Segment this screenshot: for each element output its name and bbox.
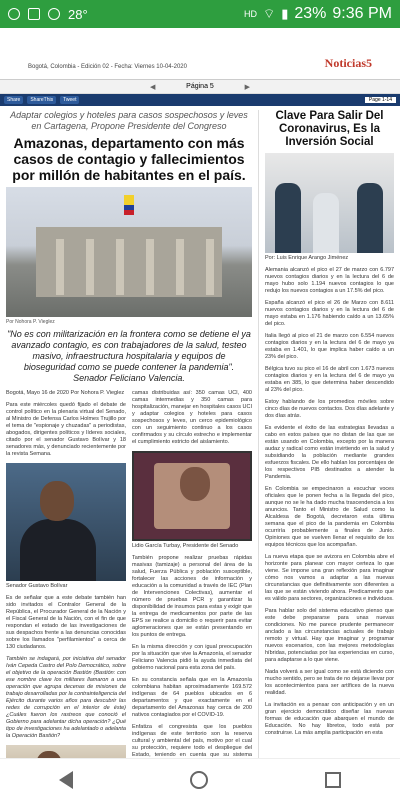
paragraph: Nada volverá a ser igual como se está diciendo con mucho sentido, pero se trata de no dejarse llevar por los acontecimientos para ser artífices de la nueva realidad.: [265, 669, 394, 696]
clock: 9:36 PM: [332, 5, 392, 22]
recent-apps-icon[interactable]: [325, 772, 341, 788]
photo-caption: Por: Luis Enrique Arango Jiménez: [265, 255, 349, 261]
senator-portrait: [6, 463, 126, 581]
signal-icon: ▮: [281, 6, 289, 21]
paragraph: En la misma dirección y con igual preocupación por la situación que vive la Amazonía, el senador Feliciano Valencia pidió la ayuda inmediata del gobierno nacional para esta zona del país.: [132, 644, 252, 671]
paragraph: Estoy hablando de los promedios móviles sobre cinco días de nuevos contactos. Dos días adelante y dos días atrás.: [265, 399, 394, 419]
paragraph: Bogotá, Mayo 16 de 2020 Por Nohora P. Vieglez: [6, 390, 125, 396]
weather-icon: [48, 8, 60, 20]
tweet-button[interactable]: Tweet: [60, 96, 79, 104]
share-button[interactable]: Share: [4, 96, 23, 104]
paragraph: La nueva etapa que se avizora en Colombia abre el horizonte para planear con mayor certeza lo que viene. Se impone una gran reflexión para imaginar cómo nos vamos a adaptar a las nuevas circunstancias que definitivamente son diferentes a las que se están viviendo ahora. Predicamento que es válido para sectores, organizaciones e individuos.: [265, 554, 394, 602]
pull-quote: "No es con militarización en la frontera como se detiene el ya avanzado contagio, es con trabajadores de la salud, testeo masivo, infraestructura hospitalaria y equipos de bioseguridad como se puede contener la pandemia". Senador Feliciano Valencia.: [7, 329, 251, 383]
sharethis-button[interactable]: ShareThis: [27, 96, 56, 104]
paragraph: Es de señalar que a este debate también han sido invitados el Contralor General de la República, el Procurador General de la Nación y el Fiscal General de la Nación, con el fin de que respondan el estado de las investigaciones de sus despachos frente a las denuncias conocidas sobre los llamados "perfilamientos" a cerca de 130 ciudadanos.: [6, 595, 126, 650]
dateline: Bogotá, Colombia - Edición 02 - Fecha: Viernes 10-04-2020: [28, 64, 187, 70]
right-headline: Clave Para Salir Del Coronavirus, Es la Inversión Social: [275, 110, 384, 148]
masthead: [0, 28, 400, 80]
congress-photo: [6, 187, 252, 317]
paragraph: También se indagará, por iniciativa del senador Iván Cepeda Castro del Polo Democrático, sobre el objetivo de la operación Bastión (Bastión: con ese nombre clave los militares llamaron a una operación que agrupa decenas de misiones de trabajo desarrolladas por la contrainteligencia del Ejército durante varios años para descubrir las redes de corrupción en el interior de éste) ¿Cuáles fueron los rastreos que conoció el Gobierno para adelantar dicha operación? ¿Qué tipo de investigaciones ha adelantado o adelanta la Operación Bastión?: [6, 656, 126, 739]
video-frame: [132, 451, 252, 541]
facebook-icon: [28, 8, 40, 20]
page-bar: [0, 80, 400, 94]
home-icon[interactable]: [190, 771, 208, 789]
prev-page-icon[interactable]: ◀: [150, 83, 156, 91]
whatsapp-icon: [8, 8, 20, 20]
paragraph: La invitación es a pensar con anticipación y en un gran ejercicio democrático diseñar las nuevas formas de educación que abarquen el mundo de Educación. No hay libretos, todo está por construirse. La más amplia participación en esta: [265, 702, 394, 736]
video-caption: Lidio García Turbay, Presidente del Senado: [132, 543, 239, 549]
paragraph: Italia llegó al pico el 21 de marzo con 6.554 nuevos contagios diarios y en la lectura del 6 de mayo ya estaba en 1.401, lo que implica haber caído a un 23% del pico.: [265, 333, 394, 360]
share-bar: [0, 94, 400, 106]
medical-workers-photo: [265, 153, 394, 253]
paragraph: España alcanzó el pico el 26 de Marzo con 8.611 nuevos contagios diarios y en la lectura del 6 de mayo estaba en 1.176 habiendo caído a un 13.65% del pico.: [265, 300, 394, 327]
temperature: 28°: [68, 6, 88, 22]
battery-percent: 23%: [294, 5, 327, 22]
next-page-icon[interactable]: ▶: [244, 83, 250, 91]
status-bar: [0, 0, 400, 28]
portrait-caption: Senador Gustavo Bolívar: [6, 583, 68, 589]
newspaper-page[interactable]: [0, 28, 400, 758]
paragraph: Bélgica tuvo su pico el 16 de abril con 1.673 nuevos contagios diarios y en la lectura del 6 de mayo ya estaba en 385, lo que determina haber descendido al 23% del pico.: [265, 366, 394, 393]
article-headline: Amazonas, departamento con más casos de contagio y fallecimientos por millón de habitantes en el país.: [12, 135, 246, 183]
paragraph: En Colombia se empecinaron a escuchar voces oficiales que le ponen fecha a la llegada del pico, aunque no se le ha dado mucha trascendencia a los anuncios. Tanto el Ministro de Salud como la Alcaldesa de Bogotá, decretaron esta última semana que el pico de la pandemia en Colombia ocurriría probablemente a finales de Junio. Opiniones que se vuelven llenar el requisito de los equipos técnicos que los acompañan.: [265, 486, 394, 548]
back-icon[interactable]: [59, 771, 73, 789]
colombia-flag-icon: [124, 195, 134, 215]
right-article: [258, 110, 394, 791]
photo-caption: Por Nohora P. Vieglez: [6, 319, 55, 325]
paragraph: También propone realizar pruebas rápidas masivas (tamizaje) a personal del área de la salud, Fuerza Pública y población susceptible, fortalecer las acciones de información y educación a la comunidad a través de IEC (Plan de Intervenciones Colectivas), aumentar el número de pruebas PCR y garantizar la disponibilidad de insumos para estas y exigir que la entrega de medicamentos por parte de las EPS se realice a domicilio o requerir para evitar aglomeraciones que se están presentando en los puntos de entrega.: [132, 555, 252, 638]
paragraph: Para hablar solo del sistema educativo pienso que este debe prepararse para unas nuevas condiciones. No me parece prudente permanecer anclado a las circunstancias actuales de trabajo remoto y virtual. Hay que imaginar y programar nuevos escenarios, con las mejores metodologías híbridas, potenciadas por las experiencias en curso, para adaptarse a lo que viene.: [265, 608, 394, 663]
paragraph: Enfatiza el congresista que los pueblos indígenas de este territorio son la reserva cultural y ambiental del país, motivo por el cual su protección, requiere todo el despliegue del Estado, teniendo en cuenta que su sistema: [132, 724, 252, 758]
paragraph: Es evidente el éxito de las estrategias llevadas a cabo en estos países que no distan de las que se están usando en Colombia, excepto por la manera audaz y radical como están invirtiendo en la salud y subsidiando la población mediante grandes esfuerzos fiscales. De ello hablan los porcentajes de los respectivos PIB destinados a atender la Pandemia.: [265, 425, 394, 480]
page-counter[interactable]: Page 1-14: [365, 97, 396, 103]
left-article: [6, 110, 258, 791]
brand-logo: Noticias5: [324, 56, 372, 70]
paragraph: Alemania alcanzó el pico el 27 de marzo con 6.797 nuevos contagios diarios y en la lectura del 6 de mayo hubo solo 1.194 nuevos contagios lo que redujo los nuevos contagios a un 17.5% del pico.: [265, 267, 394, 294]
android-nav-bar: [0, 758, 400, 800]
paragraph: En su constancia señala que en la Amazonía colombiana habitan aproximadamente 169.572 indígenas de 64 pueblos ubicados en 6 departamentos y que exactamente en el departamento del Amazonas hay cerca de 200 nativos contagiados por el COVID-19.: [132, 677, 252, 718]
hd-icon: HD: [243, 9, 257, 19]
page-label: Página 5: [186, 83, 214, 90]
article-kicker: Adaptar colegios y hoteles para casos sospechosos y leves en Cartagena, Propone Presidente del Congreso: [10, 110, 248, 131]
paragraph: camas distribuidas así: 350 camas UCI, 400 camas intermedias y 350 camas para hospitalización, manejar en hospitales casos UCI y adaptar colegios y hoteles para casos sospechosos y leves, un cerco epidemiológico con un seguimiento continuo a los casos confirmados y su círculo estrecho e implementar el cumplimiento estricto del aislamiento.: [132, 390, 252, 445]
wifi-icon: ⌔: [262, 6, 276, 21]
paragraph: Para este miércoles quedó fijado el debate de control político en la plenaria virtual del Senado, al Ministro de Defensa Carlos Holmes Trujillo por el tema de "espionaje y chuzadas" a periodistas, abogados, dirigentes políticos y líderes sociales, citado por el senador Gustavo Bolívar y 18 senadores más, y denunciado recientemente por la revista Semana.: [6, 402, 126, 457]
